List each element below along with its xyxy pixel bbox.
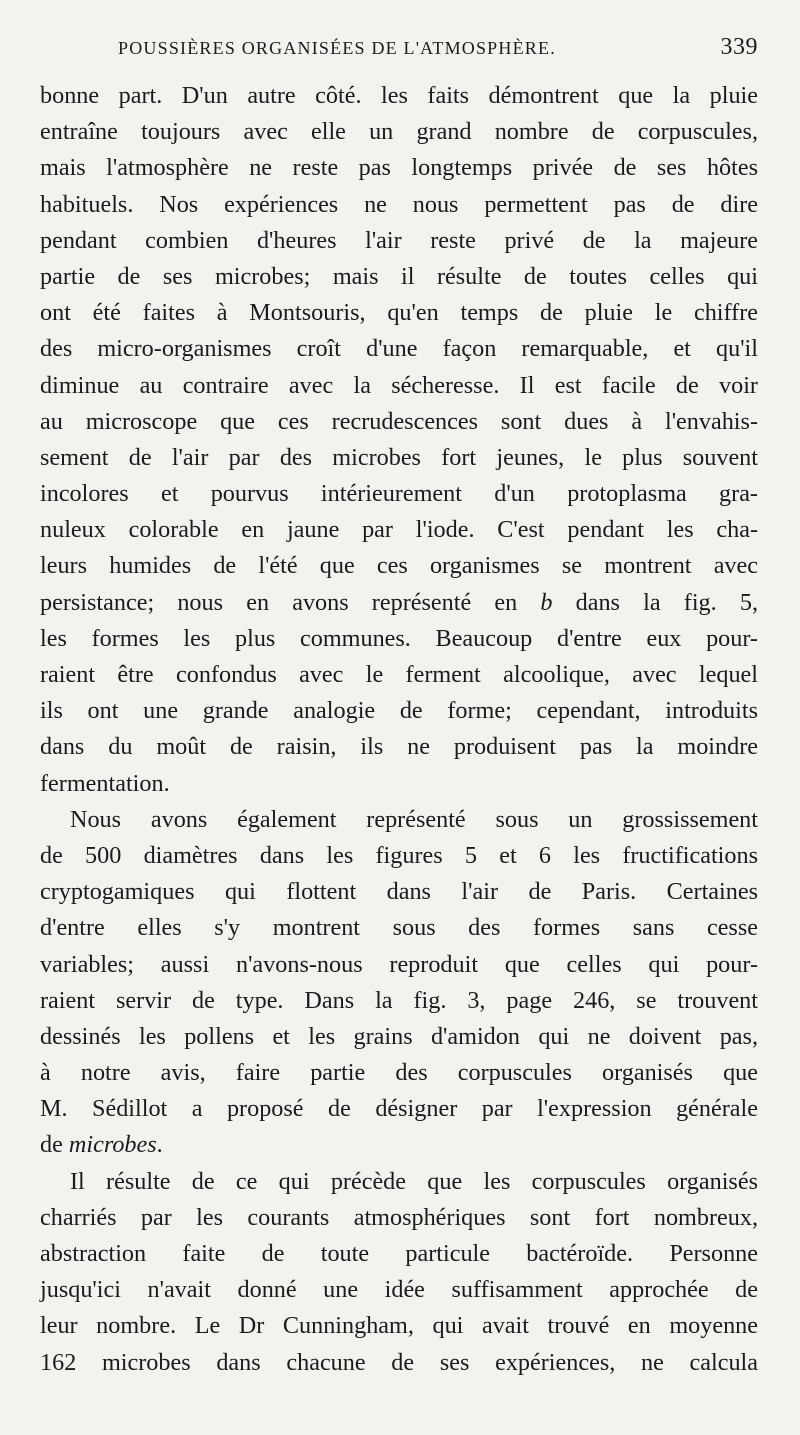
- text-line: de 500 diamètres dans les figures 5 et 6 les fructifications: [40, 841, 758, 869]
- text-line: mais l'atmosphère ne reste pas longtemps privée de ses hôtes: [40, 154, 758, 182]
- text-line: M. Sédillot a proposé de désigner par l'expression générale: [40, 1095, 758, 1123]
- text-line: raient servir de type. Dans la fig. 3, page 246, se trouvent: [40, 986, 758, 1014]
- text-line: dessinés les pollens et les grains d'amidon qui ne doivent pas,: [40, 1022, 758, 1050]
- paragraph-1: [40, 78, 758, 802]
- text-line: à notre avis, faire partie des corpuscules organisés que: [40, 1059, 758, 1087]
- body-text: [40, 78, 758, 1381]
- text-line: raient être confondus avec le ferment alcoolique, avec lequel: [40, 661, 758, 688]
- text-line: leur nombre. Le Dr Cunningham, qui avait trouvé en moyenne: [40, 1312, 758, 1340]
- text-line: au microscope que ces recrudescences sont dues à l'envahis-: [40, 407, 758, 435]
- text-line: partie de ses microbes; mais il résulte de toutes celles qui: [40, 262, 758, 290]
- text-line: variables; aussi n'avons-nous reproduit que celles qui pour-: [40, 950, 758, 978]
- text-line: nuleux colorable en jaune par l'iode. C'est pendant les cha-: [40, 516, 758, 544]
- page-number: 339: [720, 34, 758, 60]
- running-head: [40, 34, 758, 78]
- text-line: cryptogamiques qui flottent dans l'air de Paris. Certaines: [40, 878, 758, 906]
- text-line: ils ont une grande analogie de forme; cependant, introduits: [40, 697, 758, 725]
- paragraph-3: [40, 1164, 758, 1381]
- text-line: pendant combien d'heures l'air reste privé de la majeure: [40, 226, 758, 254]
- text-line: charriés par les courants atmosphériques sont fort nombreux,: [40, 1203, 758, 1231]
- text-line: diminue au contraire avec la sécheresse. Il est facile de voir: [40, 371, 758, 399]
- text-line: incolores et pourvus intérieurement d'un protoplasma gra-: [40, 480, 758, 508]
- text-line: Il résulte de ce qui précède que les corpuscules organisés: [70, 1167, 758, 1195]
- text-line: jusqu'ici n'avait donné une idée suffisamment approchée de: [40, 1276, 758, 1304]
- text-line: d'entre elles s'y montrent sous des formes sans cesse: [40, 914, 758, 942]
- paragraph-2: [40, 802, 758, 1164]
- text-line: entraîne toujours avec elle un grand nombre de corpuscules,: [40, 118, 758, 146]
- text-line: 162 microbes dans chacune de ses expériences, ne calcula: [40, 1348, 758, 1376]
- text-line-with-italic: [40, 585, 758, 621]
- text-segment: de: [40, 1131, 63, 1159]
- text-line: abstraction faite de toute particule bactéroïde. Personne: [40, 1240, 758, 1267]
- text-line: les formes les plus communes. Beaucoup d'entre eux pour-: [40, 624, 758, 652]
- text-segment: persistance; nous en avons représenté en: [40, 588, 518, 616]
- text-line-with-italic: [40, 1127, 758, 1163]
- text-segment: dans la fig. 5,: [575, 588, 758, 616]
- text-line: des micro-organismes croît d'une façon remarquable, et qu'il: [40, 335, 758, 363]
- text-line: sement de l'air par des microbes fort jeunes, le plus souvent: [40, 443, 758, 471]
- running-title: POUSSIÈRES ORGANISÉES DE L'ATMOSPHÈRE.: [118, 38, 556, 58]
- italic-letter: b: [540, 588, 553, 616]
- text-line: Nous avons également représenté sous un grossissement: [70, 805, 758, 833]
- text-line: dans du moût de raisin, ils ne produisent pas la moindre: [40, 733, 758, 761]
- text-line: habituels. Nos expériences ne nous permettent pas de dire: [40, 190, 758, 218]
- italic-word: microbes: [68, 1131, 157, 1159]
- text-line: bonne part. D'un autre côté. les faits démontrent que la pluie: [40, 82, 758, 109]
- text-segment: .: [156, 1131, 163, 1159]
- text-line: fermentation.: [40, 769, 170, 797]
- text-line: ont été faites à Montsouris, qu'en temps de pluie le chiffre: [40, 299, 758, 327]
- text-line: leurs humides de l'été que ces organismes se montrent avec: [40, 552, 758, 580]
